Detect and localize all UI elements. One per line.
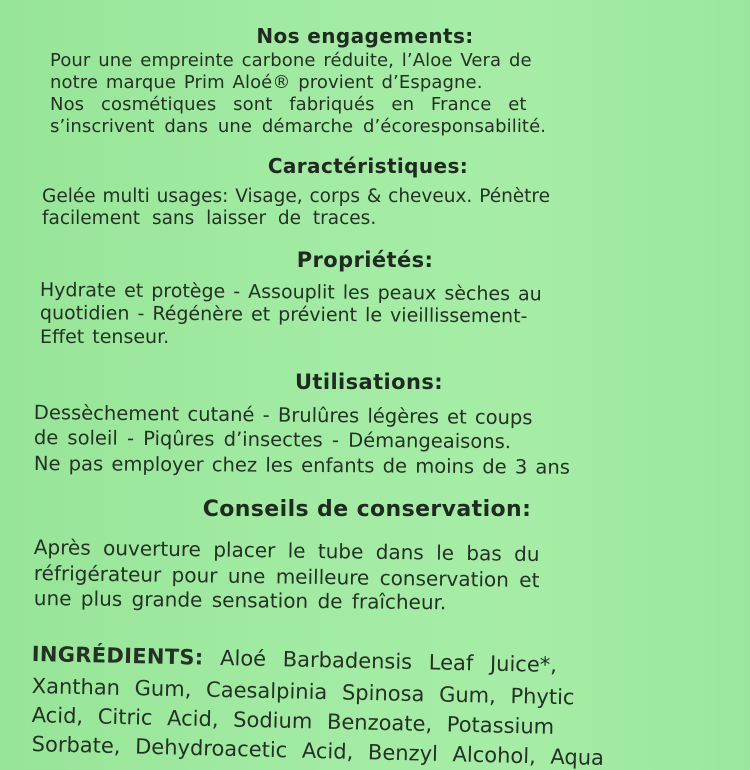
engagements-title: Nos engagements: xyxy=(256,24,474,48)
proprietes-line: Effet tenseur. xyxy=(40,326,170,348)
utilisations-warning: Ne pas employer chez les enfants de moins de 3 ans xyxy=(33,452,571,479)
ingredients-line: Xanthan Gum, Caesalpinia Spinosa Gum, Phytic xyxy=(31,674,575,710)
caracteristiques-title: Caractéristiques: xyxy=(267,154,469,178)
proprietes-line: quotidien - Régénère et prévient le vieillissement- xyxy=(39,302,528,328)
caracteristiques-line: Gelée multi usages: Visage, corps & cheveux. Pénètre xyxy=(42,186,551,207)
caracteristiques-line: facilement sans laisser de traces. xyxy=(42,208,377,229)
conservation-line: réfrigérateur pour une meilleure conservation et xyxy=(33,561,540,593)
conservation-title: Conseils de conservation: xyxy=(202,497,532,522)
ingredients-first-line xyxy=(31,642,557,677)
ingredients-label: INGRÉDIENTS: xyxy=(31,642,204,670)
utilisations-title: Utilisations: xyxy=(294,370,444,394)
proprietes-line: Hydrate et protège - Assouplit les peaux sèches au xyxy=(39,279,542,306)
conservation-line: une plus grande sensation de fraîcheur. xyxy=(33,586,447,615)
ingredients-line: Acid, Citric Acid, Sodium Benzoate, Potassium xyxy=(31,703,555,739)
proprietes-title: Propriétés: xyxy=(296,248,434,272)
engagements-line: s’inscrivent dans une démarche d’écoresponsabilité. xyxy=(50,116,547,137)
conservation-line: Après ouverture placer le tube dans le bas du xyxy=(33,535,540,567)
engagements-line: Pour une empreinte carbone réduite, l’Aloe Vera de xyxy=(50,50,532,71)
engagements-line: Nos cosmétiques sont fabriqués en France et xyxy=(50,94,527,115)
ingredients-line: Sorbate, Dehydroacetic Acid, Benzyl Alcohol, Aqua xyxy=(31,732,605,770)
ingredients-text: Aloé Barbadensis Leaf Juice*, xyxy=(219,645,558,677)
utilisations-line: de soleil - Piqûres d’insectes - Démangeaisons. xyxy=(33,426,512,454)
utilisations-line: Dessèchement cutané - Brulûres légères et coups xyxy=(33,401,533,430)
engagements-line: notre marque Prim Aloé® provient d’Espagne. xyxy=(50,72,483,93)
